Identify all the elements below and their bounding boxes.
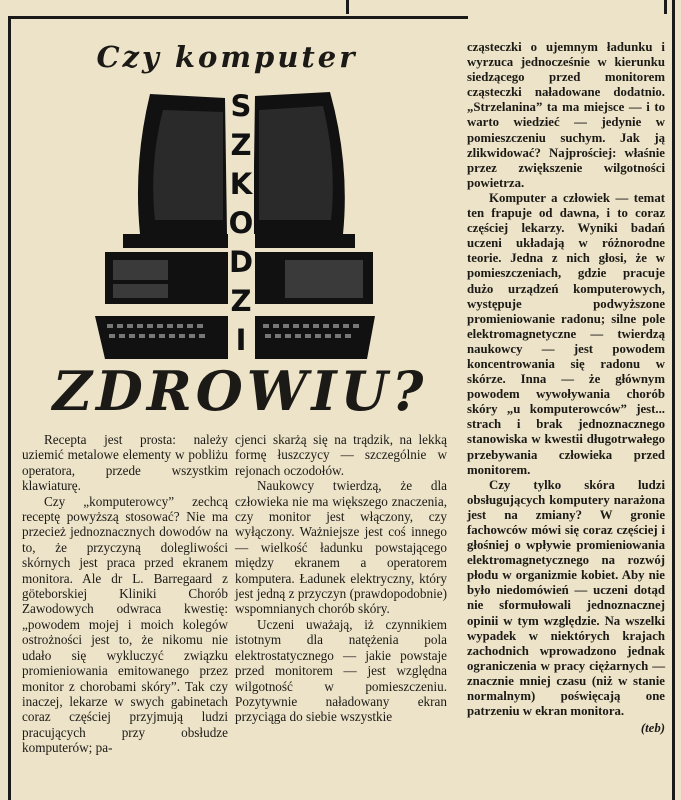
paragraph: Uczeni uważają, iż czynnikiem istotnym dla natężenia pola elektrostatycznego — jakie powstaje przed monitorem — jest względna wilgotność w pomieszczeniu. Pozytywnie naładowany ekran przyciąga do siebie wszystkie xyxy=(235,616,447,725)
vertical-letter: Z xyxy=(230,284,252,318)
box-left-border xyxy=(8,17,11,800)
paragraph: Recepta jest prosta: należy uziemić metalowe elementy w pobliżu operatora, przede wszystkim klawiaturę. xyxy=(22,432,228,494)
paragraph: cząsteczki o ujemnym ładunku i wyrzuca jednocześnie w kierunku siedzącego przed monitorem cząsteczki naładowane dodatnio. „Strzelanina” ta ma miejsce — i to warto wiedzieć — jedynie w pomieszczeniu suchym. Jak ją zlikwidować? Najprościej: właśnie przez zwiększenie wilgotności powietrza. xyxy=(467,40,665,190)
vertical-letter: K xyxy=(229,167,253,201)
paragraph: Czy „komputerowcy” zechcą receptę powyższą stosować? Nie ma przecież jednoznacznych dowodów na to, że przyczyną dolegliwości skórnych jest praca przed ekranem monitora. Ale dr L. Barregaard z göteborskiej Kliniki Chorób Zawodowych odwraca kwestię: „powodem mojej i moich kolegów ostrożności jest to, że nikomu nie udało się wykluczyć związku promieniowania emitowanego przez monitor z chorobami skóry”. Tak czy inaczej, lekarze w swych gabinetach coraz częściej przyjmują ludzi pracujących przy obsłudze komputerów; pa- xyxy=(22,493,228,756)
vertical-letter: O xyxy=(228,206,254,240)
vertical-letter: I xyxy=(235,323,247,357)
headline-vertical-word xyxy=(229,89,254,357)
box-right-border xyxy=(672,0,675,800)
headline-line-2: ZDROWIU? xyxy=(52,359,428,423)
computer-illustration xyxy=(95,84,375,374)
vertical-letter: S xyxy=(230,89,252,123)
paragraph: Naukowcy twierdzą, że dla człowieka nie ma większego znaczenia, czy monitor jest włączony, czy wyłączony. Ważniejsze jest coś innego — wielkość ładunku powstającego między ekranem a operatorem komputera. Ładunek elektryczny, który jest jedną z przyczyn (prawdopodobnie) wspomnianych chorób skóry. xyxy=(235,478,447,617)
box-top-border xyxy=(8,16,468,19)
vertical-letter: D xyxy=(228,245,254,279)
column-rule xyxy=(346,0,349,14)
column-rule xyxy=(664,0,667,14)
text-column-2 xyxy=(235,432,447,725)
top-frame xyxy=(0,0,681,14)
text-column-3 xyxy=(467,40,665,736)
author-signature: (teb) xyxy=(640,721,665,736)
paragraph: Komputer a człowiek — temat ten frapuje od dawna, i to coraz częściej lekarzy. Wyniki badań uczeni układają w różnorodne teorie. Jedna z nich głosi, że w pomieszczeniach, gdzie pracuje dużo urządzeń komputerowych, występuje podwyższone promieniowanie radonu; silne pole elektromagnetyczne — twierdzą naukowcy — jest powodem koncentrowania się radonu w skórze. Inna — że głównym powodem wywoływania chorób skóry „u komputerowców” jest... strach i brak jednoznacznego stanowiska w kwestii długotrwałego przebywania człowieka przed monitorem. xyxy=(467,190,665,477)
paragraph: Czy tylko skóra ludzi obsługujących komputery narażona jest na zmiany? W gronie fachowców mówi się coraz częściej i głośniej o wpływie promieniowania elektromagnetycznego na rozwój płodu w organizmie kobiet. Aby nie było niedomówień — uczeni dotąd nie sformułowali jednoznacznej opinii w tym względzie. Na wszelki wypadek w niektórych krajach zachodnich wprowadzono jednak ograniczenia w pracy ciężarnych — znacznie mniej czasu (niż w stanie normalnym) poświęcają one patrzeniu w ekran monitora. xyxy=(467,477,665,719)
text-column-1 xyxy=(22,432,228,756)
headline-line-1: Czy komputer xyxy=(96,40,358,74)
paragraph: cjenci skarżą się na trądzik, na lekką formę łuszczycy — szczególnie w rejonach oczodołów. xyxy=(235,432,447,478)
vertical-letter: Z xyxy=(230,128,252,162)
